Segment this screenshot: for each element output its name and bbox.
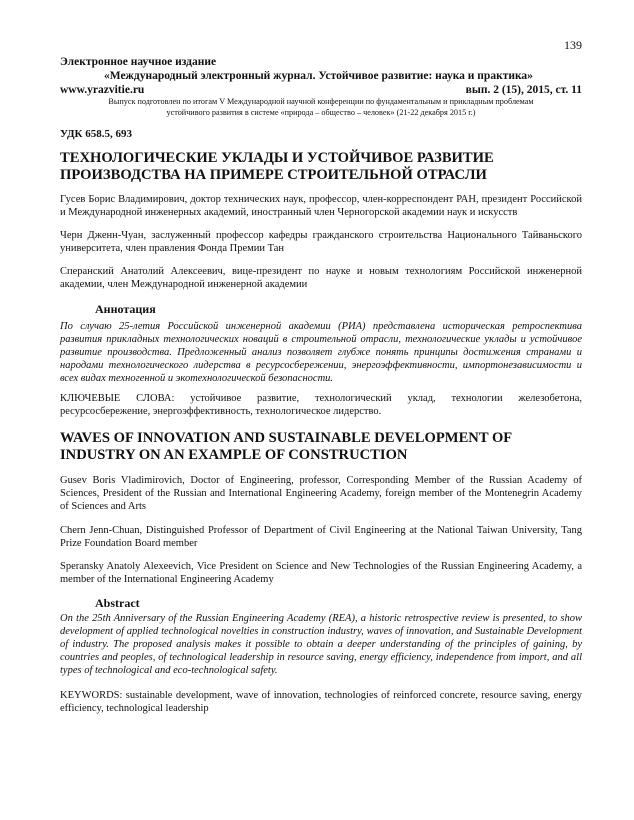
abstract-line: types of technological and eco-technological safety. (60, 665, 278, 676)
author-line: Chern Jenn-Chuan, Distinguished Professor of Department of Civil Engineering at the National Taiwan University, Tang (60, 525, 582, 536)
author-line: member of the International Engineering Academy (60, 574, 274, 586)
author-line: Speransky Anatoly Alexeevich, Vice President on Science and New Technologies of the Russian Engineering Academy, a (60, 561, 582, 572)
author-info-gusev-ru (60, 193, 582, 219)
abstract-line: countries and peoples, of technological leadership in resource saving, energy efficiency, independence from import, and all (60, 652, 582, 663)
abstract-text (60, 612, 582, 677)
title-line: ПРОИЗВОДСТВА НА ПРИМЕРЕ СТРОИТЕЛЬНОЙ ОТРАСЛИ (60, 167, 487, 183)
journal-site-link[interactable]: www.yrazvitie.ru (60, 84, 145, 96)
conference-note-line: устойчивого развития в системе «природа – общество – человек» (21-22 декабря 2015 г.) (166, 107, 476, 117)
author-line: Черн Дженн-Чуан, заслуженный профессор кафедры гражданского строительства Национального Тайваньского (60, 230, 582, 241)
udk-code: УДК 658.5, 693 (60, 128, 133, 140)
article-title-en (60, 430, 582, 464)
author-info-speransky-en (60, 560, 582, 586)
keywords-line: КЛЮЧЕВЫЕ СЛОВА: устойчивое развитие, технологический уклад, технологии железобетона, (60, 393, 582, 404)
annotation-line: развитие производства. Предложенный анализ позволяет глубже понять принципы достижения странами и (60, 347, 582, 358)
keywords-line: ресурсосбережение, энергоэффективность, технологическое лидерство. (60, 406, 382, 418)
journal-meta-row (60, 83, 582, 97)
title-line: WAVES OF INNOVATION AND SUSTAINABLE DEVELOPMENT OF (60, 430, 513, 446)
keywords-en (60, 689, 582, 715)
author-info-chern-ru (60, 229, 582, 255)
journal-issue: вып. 2 (15), 2015, ст. 11 (465, 84, 582, 96)
author-info-gusev-en (60, 474, 582, 514)
author-line: Сперанский Анатолий Алексеевич, вице-президент по науке и новым технологиям Российской инженерной (60, 266, 582, 277)
annotation-line: развития прикладных технологических новаций в строительной отрасли, технологические уклады и устойчивое (60, 334, 582, 345)
author-line: Prize Foundation Board member (60, 538, 198, 550)
author-info-speransky-ru (60, 265, 582, 291)
title-line: ТЕХНОЛОГИЧЕСКИЕ УКЛАДЫ И УСТОЙЧИВОЕ РАЗВИТИЕ (60, 150, 494, 166)
author-line: of Sciences and Arts (60, 501, 147, 513)
author-line: университета, член правления Фонда Премии Тан (60, 243, 285, 255)
keywords-ru (60, 392, 582, 418)
author-line: Gusev Boris Vladimirovich, Doctor of Engineering, professor, Corresponding Member of the Russian Academy of (60, 475, 582, 486)
journal-edition-label: Электронное научное издание (60, 56, 217, 68)
abstract-line: of industry. The proposed analysis makes it possible to obtain a deeper understanding of the principles of gaining, by (60, 639, 582, 650)
author-line: Sciences, President of the Russian and International Engineering Academy, foreign member of the Montenegrin Academy (60, 488, 582, 500)
conference-note (60, 97, 582, 118)
author-line: академии, член Международной инженерной академии (60, 279, 308, 291)
annotation-line: По случаю 25-летия Российской инженерной академии (РИА) представлена историческая ретроспектива (60, 321, 582, 332)
annotation-line: народами технологического лидерства в ресурсосбережении, энергоэффективности, импортонезависимости и (60, 360, 582, 371)
conference-note-line: Выпуск подготовлен по итогам V Международной научной конференции по фундаментальным и прикладным проблемам (108, 97, 534, 106)
page-number: 139 (564, 38, 582, 52)
journal-title: «Международный электронный журнал. Устойчивое развитие: наука и практика» (104, 70, 533, 82)
title-line: INDUSTRY ON AN EXAMPLE OF CONSTRUCTION (60, 447, 408, 463)
annotation-line: всех видах техногенной и экотехнологической безопасности. (60, 373, 334, 384)
annotation-text (60, 320, 582, 385)
abstract-line: development of applied technological novelties in construction industry, waves of innovation, and Sustainable Development (60, 626, 582, 637)
abstract-heading: Abstract (95, 596, 140, 610)
author-line: Гусев Борис Владимирович, доктор технических наук, профессор, член-корреспондент РАН, президент Российской (60, 194, 582, 205)
keywords-line: efficiency, technological leadership (60, 703, 209, 715)
author-info-chern-en (60, 524, 582, 550)
article-title-ru (60, 150, 582, 184)
author-line: и Международной инженерных академий, иностранный член Черногорской академии наук и искусств (60, 207, 518, 219)
keywords-line: KEYWORDS: sustainable development, wave of innovation, technologies of reinforced concrete, resource saving, energy (60, 690, 582, 701)
annotation-heading: Аннотация (95, 302, 156, 316)
abstract-line: On the 25th Anniversary of the Russian Engineering Academy (REA), a historic retrospective review is presented, to show (60, 613, 582, 624)
